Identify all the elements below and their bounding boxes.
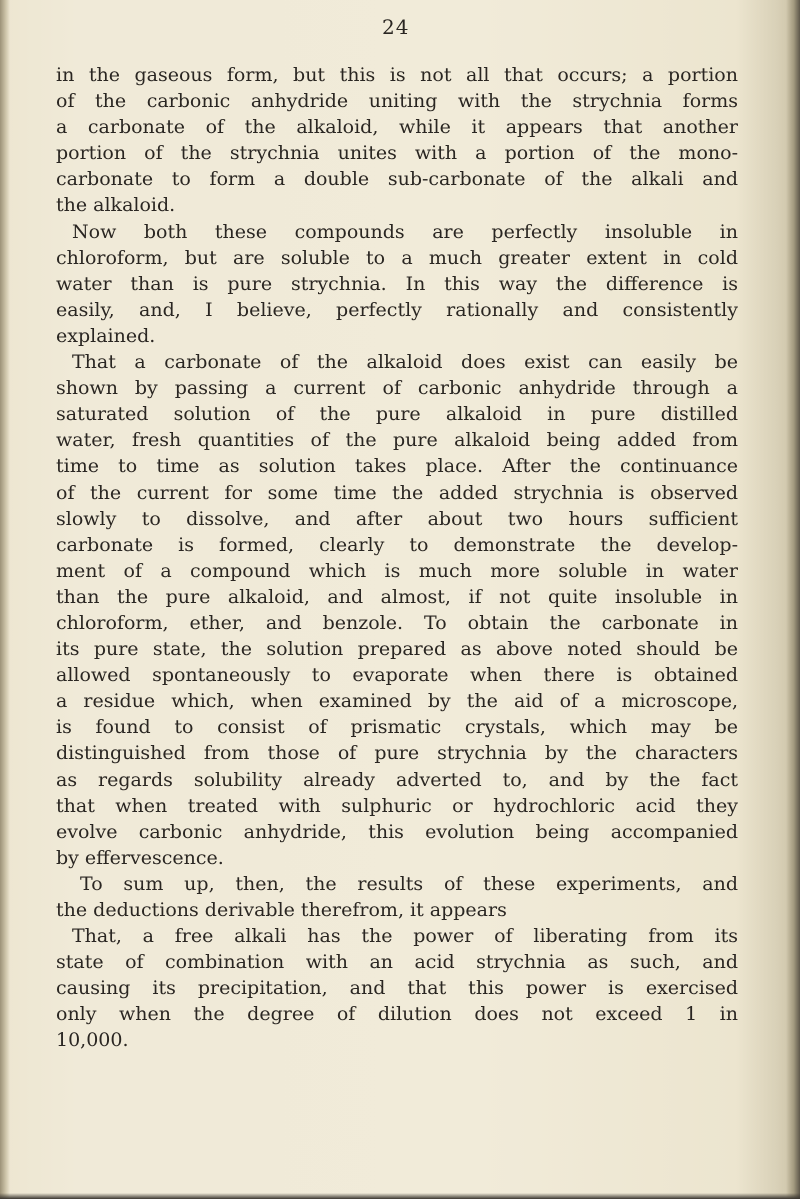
- text-line: water, fresh quantities of the pure alkaloid being added from: [56, 429, 738, 452]
- text-line: is found to consist of prismatic crystals, which may be: [56, 716, 738, 739]
- text-line: chloroform, but are soluble to a much greater extent in cold: [56, 246, 738, 269]
- text-line: as regards solubility already adverted to, and by the fact: [56, 768, 738, 791]
- text-line: carbonate is formed, clearly to demonstrate the develop-: [56, 533, 738, 556]
- text-line: That a carbonate of the alkaloid does exist can easily be: [72, 351, 738, 374]
- text-line: a carbonate of the alkaloid, while it appears that another: [56, 116, 738, 139]
- text-line: shown by passing a current of carbonic anhydride through a: [56, 377, 738, 400]
- text-line: 10,000.: [56, 1029, 129, 1052]
- text-line: carbonate to form a double sub-carbonate of the alkali and: [56, 168, 738, 191]
- text-line: than the pure alkaloid, and almost, if not quite insoluble in: [56, 585, 738, 608]
- text-line: state of combination with an acid strychnia as such, and: [56, 951, 738, 974]
- text-line: that when treated with sulphuric or hydrochloric acid they: [56, 794, 738, 817]
- body-text: [56, 62, 738, 1054]
- text-line: explained.: [56, 324, 156, 347]
- text-line: evolve carbonic anhydride, this evolution being accompanied: [56, 820, 738, 843]
- page-number: 24: [382, 15, 410, 39]
- text-line: That, a free alkali has the power of liberating from its: [72, 925, 738, 948]
- text-line: saturated solution of the pure alkaloid in pure distilled: [56, 403, 738, 426]
- text-line: distinguished from those of pure strychnia by the characters: [56, 742, 738, 765]
- page-right-edge-shadow: [786, 0, 800, 1199]
- text-line: To sum up, then, the results of these experiments, and: [80, 872, 738, 895]
- text-line: causing its precipitation, and that this power is exercised: [56, 977, 738, 1000]
- text-line: easily, and, I believe, perfectly rationally and consistently: [56, 298, 738, 321]
- text-line: a residue which, when examined by the aid of a microscope,: [56, 690, 738, 713]
- text-line: portion of the strychnia unites with a portion of the mono-: [56, 142, 738, 165]
- page-bottom-edge-shadow: [0, 1193, 800, 1199]
- text-line: in the gaseous form, but this is not all that occurs; a portion: [56, 64, 738, 86]
- text-line: only when the degree of dilution does not exceed 1 in: [56, 1003, 738, 1026]
- text-line: Now both these compounds are perfectly insoluble in: [72, 220, 738, 243]
- text-line: water than is pure strychnia. In this way the difference is: [56, 272, 738, 295]
- text-line: chloroform, ether, and benzole. To obtain the carbonate in: [56, 611, 738, 634]
- text-line: the alkaloid.: [56, 194, 176, 217]
- text-line: of the current for some time the added strychnia is observed: [56, 481, 738, 504]
- text-line: the deductions derivable therefrom, it appears: [56, 899, 507, 921]
- text-line: ment of a compound which is much more soluble in water: [56, 559, 738, 582]
- text-line: of the carbonic anhydride uniting with the strychnia forms: [56, 90, 738, 113]
- text-line: allowed spontaneously to evaporate when there is obtained: [56, 664, 738, 687]
- text-line: slowly to dissolve, and after about two hours sufficient: [56, 507, 738, 530]
- text-line: time to time as solution takes place. After the continuance: [56, 455, 738, 478]
- text-line: by effervescence.: [56, 846, 224, 869]
- page-left-edge-shadow: [0, 0, 10, 1199]
- text-line: its pure state, the solution prepared as above noted should be: [56, 638, 738, 661]
